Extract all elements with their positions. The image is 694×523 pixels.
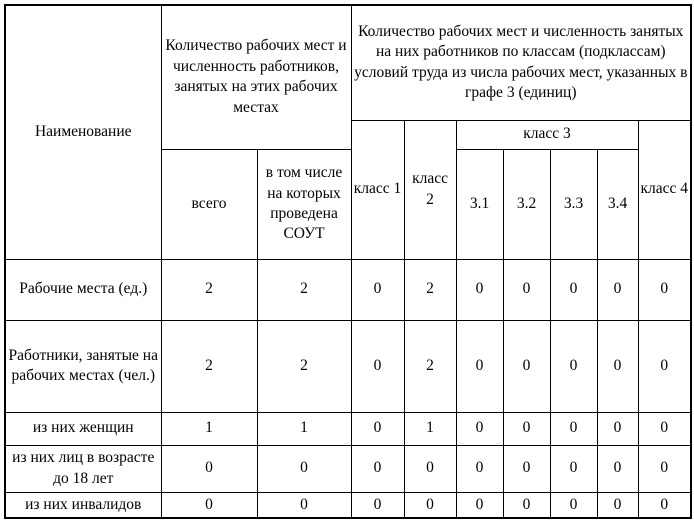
row-label: из них инвалидов <box>5 492 161 518</box>
cell-class-3-4: 0 <box>597 259 638 320</box>
cell-class-1: 0 <box>351 259 404 320</box>
cell-class-3-3: 0 <box>550 320 597 412</box>
header-sout-done: в том числе на которых проведена СОУТ <box>257 149 351 259</box>
cell-class-3-2: 0 <box>503 412 550 445</box>
cell-class-1: 0 <box>351 320 404 412</box>
cell-total: 2 <box>161 259 257 320</box>
cell-class-3-1: 0 <box>456 320 503 412</box>
cell-class-3-2: 0 <box>503 259 550 320</box>
header-row-top <box>5 5 691 120</box>
cell-sout-done: 2 <box>257 320 351 412</box>
cell-class-3-4: 0 <box>597 445 638 492</box>
cell-class-3-4: 0 <box>597 412 638 445</box>
cell-class-3-1: 0 <box>456 412 503 445</box>
header-class-3-1: 3.1 <box>456 149 503 259</box>
cell-total: 1 <box>161 412 257 445</box>
cell-class-1: 0 <box>351 445 404 492</box>
cell-class-2: 0 <box>404 492 456 518</box>
cell-class-2: 1 <box>404 412 456 445</box>
cell-class-3-2: 0 <box>503 445 550 492</box>
cell-class-3-2: 0 <box>503 320 550 412</box>
cell-class-3-3: 0 <box>550 412 597 445</box>
cell-sout-done: 2 <box>257 259 351 320</box>
cell-class-1: 0 <box>351 492 404 518</box>
cell-class-3-3: 0 <box>550 259 597 320</box>
cell-class-1: 0 <box>351 412 404 445</box>
cell-class-3-1: 0 <box>456 445 503 492</box>
header-class-3-2: 3.2 <box>503 149 550 259</box>
cell-class-3-3: 0 <box>550 445 597 492</box>
cell-total: 0 <box>161 445 257 492</box>
table-row <box>5 412 691 445</box>
header-class-3-group: класс 3 <box>456 120 638 149</box>
cell-class-3-2: 0 <box>503 492 550 518</box>
cell-total: 0 <box>161 492 257 518</box>
row-label: Рабочие места (ед.) <box>5 259 161 320</box>
header-class-3-4: 3.4 <box>597 149 638 259</box>
cell-class-4: 0 <box>638 412 691 445</box>
cell-class-4: 0 <box>638 259 691 320</box>
cell-total: 2 <box>161 320 257 412</box>
row-label: из них лиц в возрасте до 18 лет <box>5 445 161 492</box>
cell-sout-done: 0 <box>257 445 351 492</box>
cell-class-3-4: 0 <box>597 320 638 412</box>
table-row <box>5 445 691 492</box>
cell-class-2: 0 <box>404 445 456 492</box>
header-name: Наименование <box>5 5 161 259</box>
table-row <box>5 259 691 320</box>
table-row <box>5 492 691 518</box>
cell-class-2: 2 <box>404 320 456 412</box>
cell-sout-done: 1 <box>257 412 351 445</box>
header-class-4: класс 4 <box>638 120 691 259</box>
cell-class-3-1: 0 <box>456 492 503 518</box>
row-label: Работники, занятые на рабочих местах (чел.) <box>5 320 161 412</box>
cell-class-4: 0 <box>638 320 691 412</box>
cell-sout-done: 0 <box>257 492 351 518</box>
header-class-1: класс 1 <box>351 120 404 259</box>
working-conditions-table <box>4 4 692 519</box>
sout-table-container <box>4 4 690 519</box>
header-total: всего <box>161 149 257 259</box>
header-workplaces-group: Количество рабочих мест и численность работников, занятых на этих рабочих местах <box>161 5 351 149</box>
row-label: из них женщин <box>5 412 161 445</box>
header-class-2: класс 2 <box>404 120 456 259</box>
cell-class-3-3: 0 <box>550 492 597 518</box>
header-conditions-group: Количество рабочих мест и численность занятых на них работников по классам (подклассам) условий труда из числа рабочих мест, указанных в графе 3 (единиц) <box>351 5 691 120</box>
cell-class-3-1: 0 <box>456 259 503 320</box>
cell-class-2: 2 <box>404 259 456 320</box>
header-class-3-3: 3.3 <box>550 149 597 259</box>
cell-class-3-4: 0 <box>597 492 638 518</box>
cell-class-4: 0 <box>638 492 691 518</box>
cell-class-4: 0 <box>638 445 691 492</box>
table-row <box>5 320 691 412</box>
